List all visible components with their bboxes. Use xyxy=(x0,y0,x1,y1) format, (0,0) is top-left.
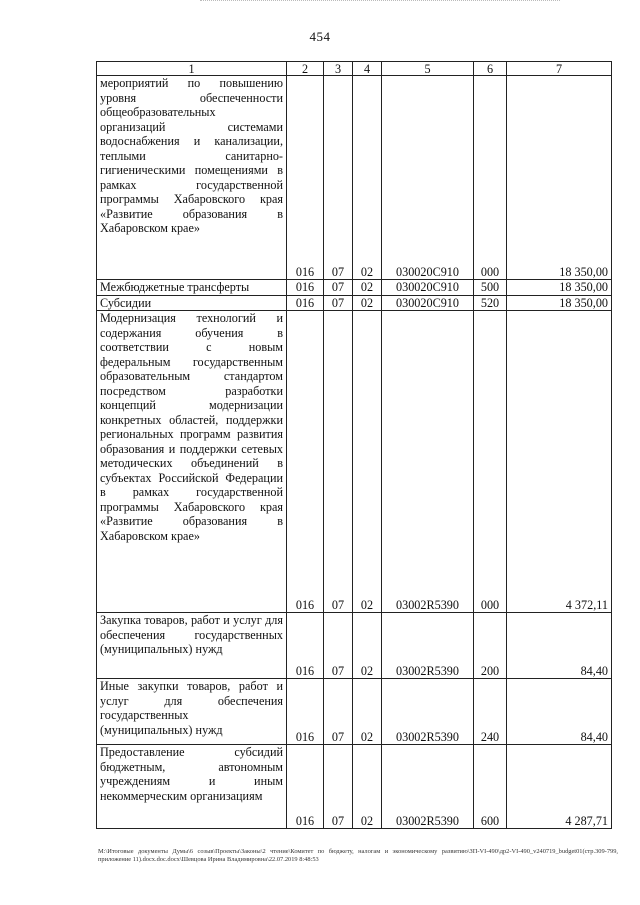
table-row xyxy=(97,613,612,679)
subsection-code: 02 xyxy=(353,295,382,311)
amount: 18 350,00 xyxy=(507,280,612,296)
row-name: мероприятий по повышению уровня обеспеченности общеобразовательных организаций системами водоснабжения и канализации, теплыми санитарно-гигиеническими помещениями в рамках государственной программы Хабаровского края «Развитие образования в Хабаровском крае» xyxy=(97,76,287,280)
table-header-row xyxy=(97,62,612,76)
column-header: 1 xyxy=(97,62,287,76)
column-header: 3 xyxy=(324,62,353,76)
amount: 84,40 xyxy=(507,613,612,679)
expense-type-code: 240 xyxy=(474,679,507,745)
expense-type-code: 500 xyxy=(474,280,507,296)
expense-type-code: 000 xyxy=(474,76,507,280)
amount: 18 350,00 xyxy=(507,76,612,280)
page-number: 454 xyxy=(309,29,331,44)
section-code: 07 xyxy=(324,295,353,311)
subsection-code: 02 xyxy=(353,76,382,280)
column-header: 2 xyxy=(287,62,324,76)
amount: 4 372,11 xyxy=(507,311,612,613)
subsection-code: 02 xyxy=(353,280,382,296)
section-code: 07 xyxy=(324,613,353,679)
table-row xyxy=(97,745,612,829)
subsection-code: 02 xyxy=(353,613,382,679)
section-code: 07 xyxy=(324,679,353,745)
ministry-code: 016 xyxy=(287,613,324,679)
amount: 84,40 xyxy=(507,679,612,745)
section-code: 07 xyxy=(324,280,353,296)
amount: 18 350,00 xyxy=(507,295,612,311)
target-code: 030020С910 xyxy=(382,280,474,296)
target-code: 03002R5390 xyxy=(382,679,474,745)
expense-type-code: 600 xyxy=(474,745,507,829)
ministry-code: 016 xyxy=(287,679,324,745)
table-row xyxy=(97,311,612,613)
column-header: 6 xyxy=(474,62,507,76)
section-code: 07 xyxy=(324,745,353,829)
row-name: Предоставление субсидий бюджетным, автономным учреждениям и иным некоммерческим организациям xyxy=(97,745,287,829)
target-code: 03002R5390 xyxy=(382,745,474,829)
subsection-code: 02 xyxy=(353,679,382,745)
table-row xyxy=(97,679,612,745)
target-code: 03002R5390 xyxy=(382,311,474,613)
ministry-code: 016 xyxy=(287,76,324,280)
target-code: 03002R5390 xyxy=(382,613,474,679)
row-name: Модернизация технологий и содержания обучения в соответствии с новым федеральным государственным образовательным стандартом посредством разработки концепций модернизации конкретных областей, поддержки региональных программ развития образования и поддержки сетевых методических объединений в субъектах Российской Федерации в рамках государственной программы Хабаровского края «Развитие образования в Хабаровском крае» xyxy=(97,311,287,613)
budget-table xyxy=(96,61,612,829)
target-code: 030020С910 xyxy=(382,295,474,311)
amount: 4 287,71 xyxy=(507,745,612,829)
section-code: 07 xyxy=(324,76,353,280)
expense-type-code: 000 xyxy=(474,311,507,613)
target-code: 030020С910 xyxy=(382,76,474,280)
subsection-code: 02 xyxy=(353,745,382,829)
ministry-code: 016 xyxy=(287,311,324,613)
table-row xyxy=(97,76,612,280)
ministry-code: 016 xyxy=(287,280,324,296)
expense-type-code: 200 xyxy=(474,613,507,679)
ministry-code: 016 xyxy=(287,745,324,829)
column-header: 5 xyxy=(382,62,474,76)
section-code: 07 xyxy=(324,311,353,613)
row-name: Субсидии xyxy=(97,295,287,311)
table-row xyxy=(97,280,612,296)
row-name: Иные закупки товаров, работ и услуг для обеспечения государственных (муниципальных) нужд xyxy=(97,679,287,745)
top-scan-marks xyxy=(200,0,560,4)
row-name: Закупка товаров, работ и услуг для обеспечения государственных (муниципальных) нужд xyxy=(97,613,287,679)
row-name: Межбюджетные трансферты xyxy=(97,280,287,296)
subsection-code: 02 xyxy=(353,311,382,613)
ministry-code: 016 xyxy=(287,295,324,311)
column-header: 4 xyxy=(353,62,382,76)
document-path-footer: М:\Итоговые документы Думы\6 созыв\Проекты\Законы\2 чтение\Комитет по бюджету, налогам и экономическому развитию\ЗП-VI-490\др2-VI-490_v240719_budget01(стр.309-799, приложение 11).docx.doc.docx\Шевцова Ирина Владимировна\22.07.2019 8:48:53 xyxy=(98,848,618,863)
expense-type-code: 520 xyxy=(474,295,507,311)
column-header: 7 xyxy=(507,62,612,76)
table-row xyxy=(97,295,612,311)
